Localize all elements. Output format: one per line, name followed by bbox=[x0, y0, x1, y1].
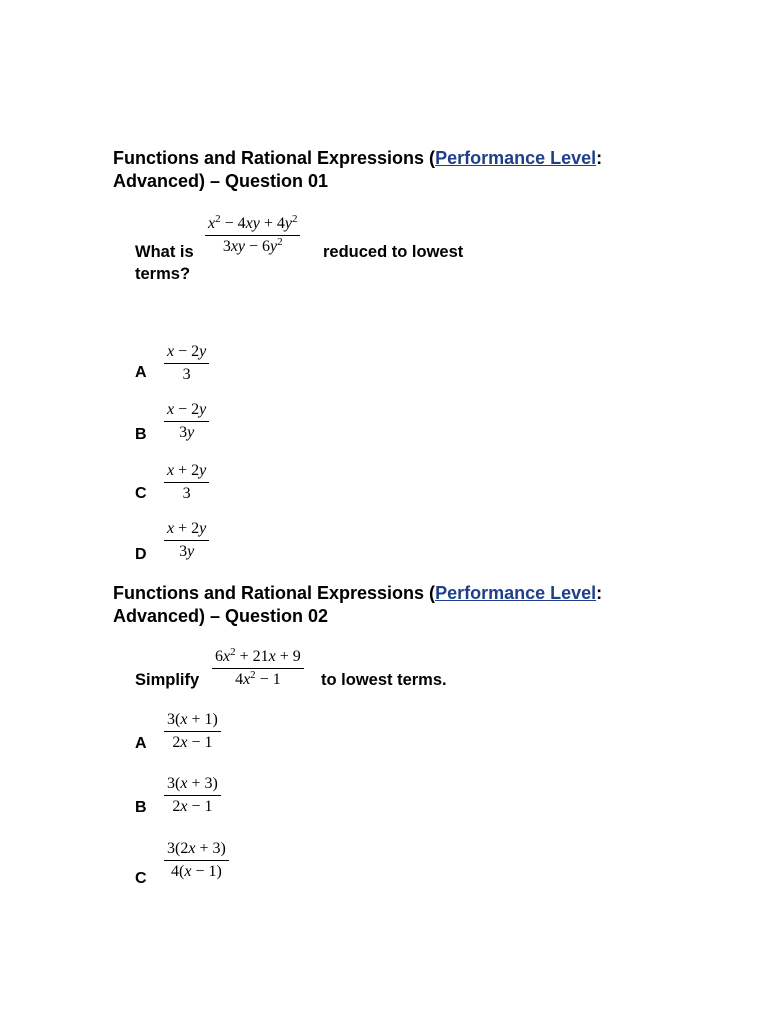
choice-letter-c[interactable]: C bbox=[135, 485, 147, 502]
question-01-prompt-start: What is bbox=[135, 243, 194, 261]
question-01-heading bbox=[113, 147, 673, 193]
question-02-heading bbox=[113, 582, 673, 628]
choice-c-expression: 3(2x + 3) 4(x − 1) bbox=[164, 839, 229, 881]
choice-d-expression: x + 2y 3y bbox=[164, 519, 209, 561]
choice-letter-c[interactable]: C bbox=[135, 870, 147, 887]
question-02-expression: $6x^2 + 21x + 9$ $4x^2 - 1$ bbox=[212, 647, 304, 689]
question-02-prompt-start: Simplify bbox=[135, 671, 200, 689]
heading-line-2: Advanced) – Question 01 bbox=[113, 171, 329, 191]
choice-a-expression: 3(x + 1) 2x − 1 bbox=[164, 710, 221, 752]
question-01-expression: $x^2 - 4xy + 4y^2$ $3xy - 6y^2$ bbox=[205, 214, 300, 256]
choice-a-expression: x − 2y 3 bbox=[164, 342, 209, 384]
question-01-prompt-line-2: terms? bbox=[135, 265, 191, 283]
heading-suffix: : bbox=[596, 583, 603, 603]
choice-letter-a[interactable]: A bbox=[135, 735, 147, 752]
choice-b-expression: 3(x + 3) 2x − 1 bbox=[164, 774, 221, 816]
heading-prefix: Functions and Rational Expressions ( bbox=[113, 583, 436, 603]
question-01-prompt-end: reduced to lowest bbox=[323, 243, 464, 261]
choice-letter-a[interactable]: A bbox=[135, 364, 147, 381]
choice-c-expression: x + 2y 3 bbox=[164, 461, 209, 503]
choice-b-expression: x − 2y 3y bbox=[164, 400, 209, 442]
choice-letter-d[interactable]: D bbox=[135, 546, 147, 563]
heading-line-2: Advanced) – Question 02 bbox=[113, 606, 329, 626]
heading-prefix: Functions and Rational Expressions ( bbox=[113, 148, 436, 168]
choice-letter-b[interactable]: B bbox=[135, 426, 147, 443]
choice-letter-b[interactable]: B bbox=[135, 799, 147, 816]
performance-level-link[interactable]: Performance Level bbox=[435, 583, 597, 603]
question-02-prompt-end: to lowest terms. bbox=[321, 671, 447, 689]
performance-level-link[interactable]: Performance Level bbox=[435, 148, 597, 168]
heading-suffix: : bbox=[596, 148, 603, 168]
